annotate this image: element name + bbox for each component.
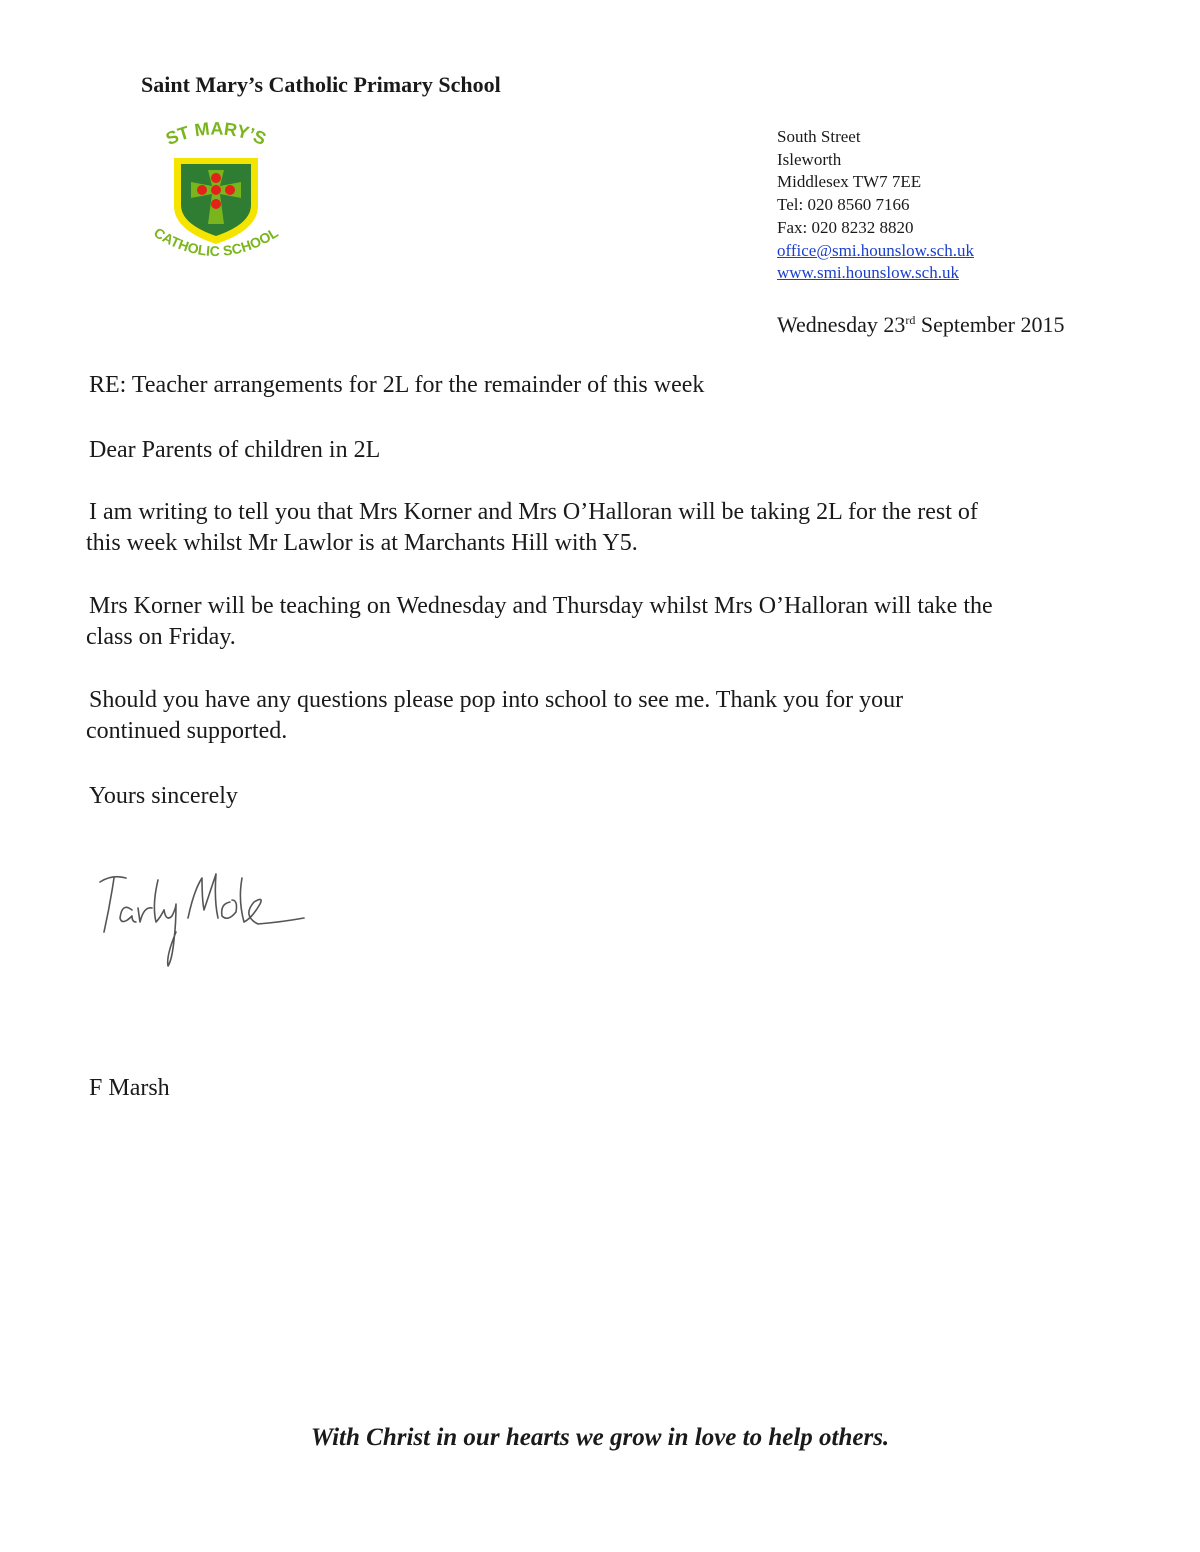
logo-text-bottom: CATHOLIC SCHOOL — [151, 224, 281, 260]
address-block — [777, 126, 974, 285]
address-line: Middlesex TW7 7EE — [777, 172, 922, 192]
paragraph-line: I am writing to tell you that Mrs Korner and Mrs O’Halloran will be taking 2L for the rest of — [89, 499, 978, 525]
paragraph-line: Mrs Korner will be teaching on Wednesday and Thursday whilst Mrs O’Halloran will take the — [89, 593, 993, 619]
paragraph-1 — [86, 497, 1136, 559]
paragraph-line: class on Friday. — [86, 624, 236, 650]
letter-date — [777, 312, 1064, 338]
school-name: Saint Mary’s Catholic Primary School — [141, 72, 501, 97]
paragraph-3 — [86, 685, 1136, 747]
paragraph-line: continued supported. — [86, 718, 288, 744]
fax: Fax: 020 8232 8820 — [777, 217, 914, 237]
handwritten-signature — [92, 860, 312, 970]
closing: Yours sincerely — [89, 783, 238, 809]
address-line: South Street — [777, 127, 861, 146]
paragraph-line: Should you have any questions please pop into school to see me. Thank you for your — [89, 687, 904, 713]
telephone: Tel: 020 8560 7166 — [777, 195, 910, 215]
school-motto: With Christ in our hearts we grow in love to help others. — [310, 1424, 890, 1451]
signatory-name: F Marsh — [89, 1075, 170, 1101]
date-suffix: September 2015 — [915, 312, 1065, 337]
email-link[interactable]: office@smi.hounslow.sch.uk — [777, 240, 974, 260]
logo-text-top: ST MARY’S — [162, 118, 270, 150]
date-prefix: Wednesday 23 — [777, 312, 906, 337]
paragraph-line: this week whilst Mr Lawlor is at Marchants Hill with Y5. — [86, 530, 638, 556]
paragraph-2 — [86, 591, 1136, 653]
salutation: Dear Parents of children in 2L — [89, 437, 381, 463]
school-crest-logo — [146, 118, 286, 278]
website-link[interactable]: www.smi.hounslow.sch.uk — [777, 263, 959, 283]
date-ordinal: rd — [905, 313, 916, 327]
subject-line: RE: Teacher arrangements for 2L for the remainder of this week — [89, 372, 705, 398]
address-line: Isleworth — [777, 149, 842, 169]
